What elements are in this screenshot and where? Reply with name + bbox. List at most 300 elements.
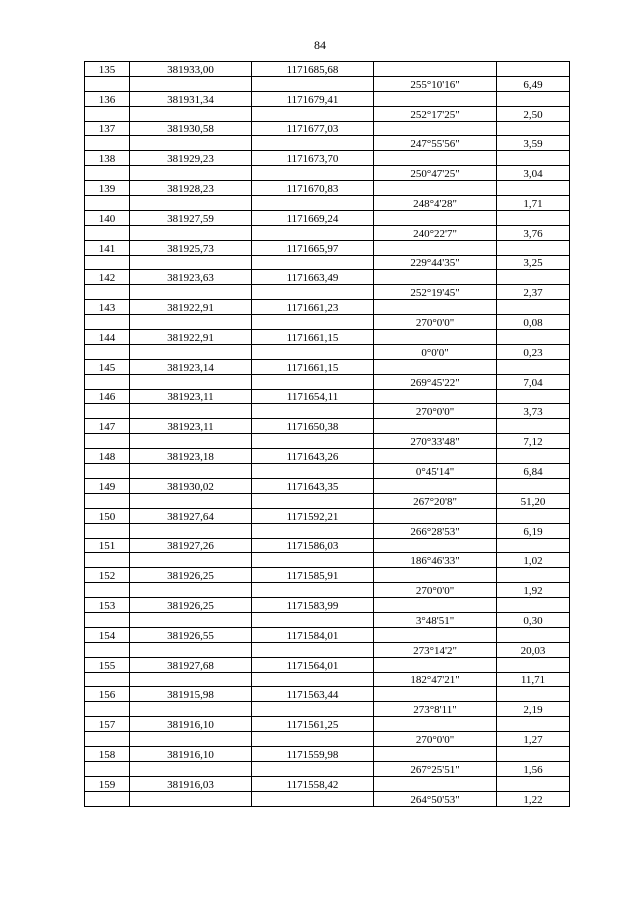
point-row — [85, 746, 570, 761]
distance-cell: 1,92 — [497, 583, 570, 598]
distance-cell: 6,49 — [497, 76, 570, 91]
empty-cell — [374, 627, 497, 642]
empty-cell — [252, 702, 374, 717]
direction-angle-cell: 273°8'11" — [374, 702, 497, 717]
empty-cell — [374, 359, 497, 374]
point-row — [85, 240, 570, 255]
empty-cell — [130, 404, 252, 419]
empty-cell — [130, 225, 252, 240]
empty-cell — [252, 106, 374, 121]
direction-angle-cell: 255°10'16" — [374, 76, 497, 91]
empty-cell — [252, 315, 374, 330]
segment-row — [85, 315, 570, 330]
empty-cell — [130, 196, 252, 211]
point-number-cell: 159 — [85, 776, 130, 791]
point-number-cell: 157 — [85, 717, 130, 732]
empty-cell — [252, 464, 374, 479]
segment-row — [85, 583, 570, 598]
direction-angle-cell: 273°14'2" — [374, 642, 497, 657]
empty-cell — [252, 642, 374, 657]
direction-angle-cell: 229°44'35" — [374, 255, 497, 270]
empty-cell — [374, 330, 497, 345]
empty-cell — [252, 404, 374, 419]
segment-row — [85, 255, 570, 270]
point-number-cell: 154 — [85, 627, 130, 642]
segment-row — [85, 404, 570, 419]
point-row — [85, 568, 570, 583]
distance-cell: 1,71 — [497, 196, 570, 211]
empty-cell — [374, 91, 497, 106]
distance-cell: 6,84 — [497, 464, 570, 479]
empty-cell — [130, 166, 252, 181]
empty-cell — [85, 225, 130, 240]
point-number-cell: 148 — [85, 449, 130, 464]
distance-cell: 3,73 — [497, 404, 570, 419]
point-number-cell: 149 — [85, 478, 130, 493]
y-coordinate-cell: 1171679,41 — [252, 91, 374, 106]
point-number-cell: 138 — [85, 151, 130, 166]
y-coordinate-cell: 1171650,38 — [252, 419, 374, 434]
direction-angle-cell: 0°0'0" — [374, 344, 497, 359]
empty-cell — [130, 374, 252, 389]
point-row — [85, 62, 570, 77]
point-row — [85, 181, 570, 196]
x-coordinate-cell: 381922,91 — [130, 330, 252, 345]
y-coordinate-cell: 1171665,97 — [252, 240, 374, 255]
segment-row — [85, 493, 570, 508]
direction-angle-cell: 267°25'51" — [374, 761, 497, 776]
empty-cell — [130, 702, 252, 717]
segment-row — [85, 523, 570, 538]
x-coordinate-cell: 381923,14 — [130, 359, 252, 374]
empty-cell — [252, 493, 374, 508]
point-number-cell: 137 — [85, 121, 130, 136]
segment-row — [85, 761, 570, 776]
distance-cell: 7,12 — [497, 434, 570, 449]
distance-cell: 51,20 — [497, 493, 570, 508]
distance-cell: 3,04 — [497, 166, 570, 181]
empty-cell — [497, 330, 570, 345]
segment-row — [85, 732, 570, 747]
distance-cell: 20,03 — [497, 642, 570, 657]
empty-cell — [85, 702, 130, 717]
distance-cell: 0,23 — [497, 344, 570, 359]
coordinates-table — [84, 61, 570, 807]
y-coordinate-cell: 1171643,26 — [252, 449, 374, 464]
empty-cell — [374, 240, 497, 255]
empty-cell — [130, 761, 252, 776]
empty-cell — [85, 136, 130, 151]
segment-row — [85, 136, 570, 151]
empty-cell — [130, 255, 252, 270]
y-coordinate-cell: 1171643,35 — [252, 478, 374, 493]
y-coordinate-cell: 1171563,44 — [252, 687, 374, 702]
y-coordinate-cell: 1171663,49 — [252, 270, 374, 285]
empty-cell — [85, 285, 130, 300]
direction-angle-cell: 250°47'25" — [374, 166, 497, 181]
empty-cell — [85, 434, 130, 449]
direction-angle-cell: 270°0'0" — [374, 583, 497, 598]
x-coordinate-cell: 381930,02 — [130, 478, 252, 493]
empty-cell — [497, 181, 570, 196]
point-number-cell: 158 — [85, 746, 130, 761]
empty-cell — [130, 464, 252, 479]
x-coordinate-cell: 381916,10 — [130, 717, 252, 732]
point-number-cell: 145 — [85, 359, 130, 374]
direction-angle-cell: 186°46'33" — [374, 553, 497, 568]
empty-cell — [85, 464, 130, 479]
empty-cell — [497, 389, 570, 404]
empty-cell — [130, 434, 252, 449]
direction-angle-cell: 267°20'8" — [374, 493, 497, 508]
empty-cell — [374, 508, 497, 523]
empty-cell — [374, 419, 497, 434]
y-coordinate-cell: 1171559,98 — [252, 746, 374, 761]
empty-cell — [85, 196, 130, 211]
empty-cell — [252, 196, 374, 211]
x-coordinate-cell: 381925,73 — [130, 240, 252, 255]
empty-cell — [85, 612, 130, 627]
point-row — [85, 210, 570, 225]
segment-row — [85, 434, 570, 449]
distance-cell: 2,19 — [497, 702, 570, 717]
empty-cell — [85, 374, 130, 389]
empty-cell — [85, 106, 130, 121]
segment-row — [85, 76, 570, 91]
empty-cell — [85, 791, 130, 806]
point-row — [85, 598, 570, 613]
segment-row — [85, 166, 570, 181]
empty-cell — [374, 389, 497, 404]
point-number-cell: 151 — [85, 538, 130, 553]
direction-angle-cell: 266°28'53" — [374, 523, 497, 538]
x-coordinate-cell: 381927,68 — [130, 657, 252, 672]
point-row — [85, 717, 570, 732]
empty-cell — [252, 225, 374, 240]
point-number-cell: 136 — [85, 91, 130, 106]
segment-row — [85, 791, 570, 806]
x-coordinate-cell: 381926,25 — [130, 568, 252, 583]
direction-angle-cell: 270°0'0" — [374, 315, 497, 330]
point-number-cell: 139 — [85, 181, 130, 196]
point-row — [85, 627, 570, 642]
y-coordinate-cell: 1171583,99 — [252, 598, 374, 613]
point-number-cell: 147 — [85, 419, 130, 434]
x-coordinate-cell: 381928,23 — [130, 181, 252, 196]
segment-row — [85, 285, 570, 300]
empty-cell — [252, 374, 374, 389]
empty-cell — [85, 493, 130, 508]
empty-cell — [374, 62, 497, 77]
empty-cell — [130, 583, 252, 598]
x-coordinate-cell: 381922,91 — [130, 300, 252, 315]
direction-angle-cell: 252°19'45" — [374, 285, 497, 300]
empty-cell — [130, 76, 252, 91]
x-coordinate-cell: 381923,18 — [130, 449, 252, 464]
empty-cell — [374, 657, 497, 672]
empty-cell — [130, 553, 252, 568]
x-coordinate-cell: 381915,98 — [130, 687, 252, 702]
x-coordinate-cell: 381929,23 — [130, 151, 252, 166]
empty-cell — [497, 478, 570, 493]
empty-cell — [374, 538, 497, 553]
direction-angle-cell: 3°48'51" — [374, 612, 497, 627]
empty-cell — [130, 493, 252, 508]
empty-cell — [497, 717, 570, 732]
segment-row — [85, 225, 570, 240]
empty-cell — [497, 657, 570, 672]
point-row — [85, 91, 570, 106]
empty-cell — [130, 136, 252, 151]
point-row — [85, 300, 570, 315]
empty-cell — [130, 523, 252, 538]
direction-angle-cell: 270°0'0" — [374, 732, 497, 747]
empty-cell — [374, 210, 497, 225]
empty-cell — [130, 106, 252, 121]
distance-cell: 3,25 — [497, 255, 570, 270]
distance-cell: 3,59 — [497, 136, 570, 151]
empty-cell — [497, 240, 570, 255]
distance-cell: 6,19 — [497, 523, 570, 538]
y-coordinate-cell: 1171558,42 — [252, 776, 374, 791]
point-number-cell: 156 — [85, 687, 130, 702]
x-coordinate-cell: 381926,55 — [130, 627, 252, 642]
empty-cell — [85, 523, 130, 538]
empty-cell — [497, 687, 570, 702]
empty-cell — [252, 434, 374, 449]
empty-cell — [85, 642, 130, 657]
empty-cell — [252, 255, 374, 270]
y-coordinate-cell: 1171564,01 — [252, 657, 374, 672]
point-number-cell: 146 — [85, 389, 130, 404]
y-coordinate-cell: 1171661,23 — [252, 300, 374, 315]
y-coordinate-cell: 1171670,83 — [252, 181, 374, 196]
empty-cell — [497, 419, 570, 434]
page-number: 84 — [314, 38, 326, 52]
x-coordinate-cell: 381916,10 — [130, 746, 252, 761]
empty-cell — [374, 746, 497, 761]
y-coordinate-cell: 1171685,68 — [252, 62, 374, 77]
x-coordinate-cell: 381927,64 — [130, 508, 252, 523]
empty-cell — [252, 76, 374, 91]
point-row — [85, 151, 570, 166]
point-row — [85, 538, 570, 553]
empty-cell — [85, 761, 130, 776]
empty-cell — [252, 344, 374, 359]
x-coordinate-cell: 381923,11 — [130, 389, 252, 404]
empty-cell — [130, 612, 252, 627]
empty-cell — [130, 732, 252, 747]
point-number-cell: 155 — [85, 657, 130, 672]
y-coordinate-cell: 1171661,15 — [252, 359, 374, 374]
empty-cell — [252, 761, 374, 776]
distance-cell: 7,04 — [497, 374, 570, 389]
empty-cell — [252, 612, 374, 627]
x-coordinate-cell: 381927,26 — [130, 538, 252, 553]
empty-cell — [85, 166, 130, 181]
segment-row — [85, 702, 570, 717]
y-coordinate-cell: 1171586,03 — [252, 538, 374, 553]
point-row — [85, 419, 570, 434]
empty-cell — [374, 449, 497, 464]
point-row — [85, 508, 570, 523]
empty-cell — [497, 508, 570, 523]
distance-cell: 2,50 — [497, 106, 570, 121]
point-number-cell: 135 — [85, 62, 130, 77]
empty-cell — [130, 791, 252, 806]
empty-cell — [374, 181, 497, 196]
distance-cell: 1,02 — [497, 553, 570, 568]
segment-row — [85, 642, 570, 657]
empty-cell — [252, 553, 374, 568]
segment-row — [85, 196, 570, 211]
direction-angle-cell: 264°50'53" — [374, 791, 497, 806]
empty-cell — [497, 746, 570, 761]
empty-cell — [497, 776, 570, 791]
direction-angle-cell: 270°33'48" — [374, 434, 497, 449]
point-row — [85, 121, 570, 136]
point-number-cell: 152 — [85, 568, 130, 583]
direction-angle-cell: 182°47'21" — [374, 672, 497, 687]
direction-angle-cell: 270°0'0" — [374, 404, 497, 419]
point-row — [85, 478, 570, 493]
point-row — [85, 449, 570, 464]
empty-cell — [497, 449, 570, 464]
empty-cell — [252, 166, 374, 181]
direction-angle-cell: 247°55'56" — [374, 136, 497, 151]
empty-cell — [497, 62, 570, 77]
empty-cell — [374, 478, 497, 493]
empty-cell — [497, 568, 570, 583]
y-coordinate-cell: 1171661,15 — [252, 330, 374, 345]
empty-cell — [374, 270, 497, 285]
empty-cell — [374, 121, 497, 136]
empty-cell — [374, 151, 497, 166]
empty-cell — [130, 672, 252, 687]
distance-cell: 3,76 — [497, 225, 570, 240]
segment-row — [85, 106, 570, 121]
empty-cell — [130, 285, 252, 300]
point-number-cell: 153 — [85, 598, 130, 613]
distance-cell: 11,71 — [497, 672, 570, 687]
x-coordinate-cell: 381930,58 — [130, 121, 252, 136]
empty-cell — [85, 344, 130, 359]
empty-cell — [252, 583, 374, 598]
empty-cell — [85, 76, 130, 91]
y-coordinate-cell: 1171592,21 — [252, 508, 374, 523]
direction-angle-cell: 0°45'14" — [374, 464, 497, 479]
distance-cell: 1,56 — [497, 761, 570, 776]
distance-cell: 0,08 — [497, 315, 570, 330]
empty-cell — [374, 598, 497, 613]
direction-angle-cell: 252°17'25" — [374, 106, 497, 121]
empty-cell — [85, 255, 130, 270]
empty-cell — [252, 672, 374, 687]
empty-cell — [497, 91, 570, 106]
point-number-cell: 144 — [85, 330, 130, 345]
segment-row — [85, 374, 570, 389]
point-row — [85, 359, 570, 374]
empty-cell — [374, 568, 497, 583]
point-row — [85, 776, 570, 791]
distance-cell: 0,30 — [497, 612, 570, 627]
empty-cell — [374, 776, 497, 791]
point-row — [85, 270, 570, 285]
point-number-cell: 140 — [85, 210, 130, 225]
empty-cell — [497, 627, 570, 642]
point-row — [85, 330, 570, 345]
empty-cell — [85, 553, 130, 568]
y-coordinate-cell: 1171669,24 — [252, 210, 374, 225]
segment-row — [85, 553, 570, 568]
empty-cell — [374, 717, 497, 732]
distance-cell: 1,27 — [497, 732, 570, 747]
empty-cell — [497, 538, 570, 553]
distance-cell: 2,37 — [497, 285, 570, 300]
empty-cell — [85, 404, 130, 419]
empty-cell — [374, 687, 497, 702]
y-coordinate-cell: 1171673,70 — [252, 151, 374, 166]
segment-row — [85, 464, 570, 479]
x-coordinate-cell: 381927,59 — [130, 210, 252, 225]
x-coordinate-cell: 381926,25 — [130, 598, 252, 613]
empty-cell — [85, 315, 130, 330]
empty-cell — [130, 642, 252, 657]
y-coordinate-cell: 1171654,11 — [252, 389, 374, 404]
empty-cell — [252, 285, 374, 300]
y-coordinate-cell: 1171561,25 — [252, 717, 374, 732]
empty-cell — [497, 300, 570, 315]
empty-cell — [252, 791, 374, 806]
x-coordinate-cell: 381931,34 — [130, 91, 252, 106]
point-row — [85, 687, 570, 702]
point-row — [85, 657, 570, 672]
point-number-cell: 142 — [85, 270, 130, 285]
segment-row — [85, 612, 570, 627]
direction-angle-cell: 269°45'22" — [374, 374, 497, 389]
point-row — [85, 389, 570, 404]
x-coordinate-cell: 381923,11 — [130, 419, 252, 434]
point-number-cell: 141 — [85, 240, 130, 255]
empty-cell — [252, 136, 374, 151]
empty-cell — [130, 315, 252, 330]
y-coordinate-cell: 1171677,03 — [252, 121, 374, 136]
point-number-cell: 143 — [85, 300, 130, 315]
x-coordinate-cell: 381923,63 — [130, 270, 252, 285]
segment-row — [85, 672, 570, 687]
distance-cell: 1,22 — [497, 791, 570, 806]
empty-cell — [85, 672, 130, 687]
empty-cell — [497, 598, 570, 613]
empty-cell — [252, 523, 374, 538]
empty-cell — [497, 121, 570, 136]
empty-cell — [130, 344, 252, 359]
point-number-cell: 150 — [85, 508, 130, 523]
y-coordinate-cell: 1171585,91 — [252, 568, 374, 583]
empty-cell — [252, 732, 374, 747]
x-coordinate-cell: 381916,03 — [130, 776, 252, 791]
empty-cell — [497, 359, 570, 374]
y-coordinate-cell: 1171584,01 — [252, 627, 374, 642]
direction-angle-cell: 240°22'7" — [374, 225, 497, 240]
empty-cell — [374, 300, 497, 315]
empty-cell — [497, 151, 570, 166]
segment-row — [85, 344, 570, 359]
empty-cell — [497, 210, 570, 225]
x-coordinate-cell: 381933,00 — [130, 62, 252, 77]
empty-cell — [497, 270, 570, 285]
coordinates-table-body — [85, 62, 570, 807]
